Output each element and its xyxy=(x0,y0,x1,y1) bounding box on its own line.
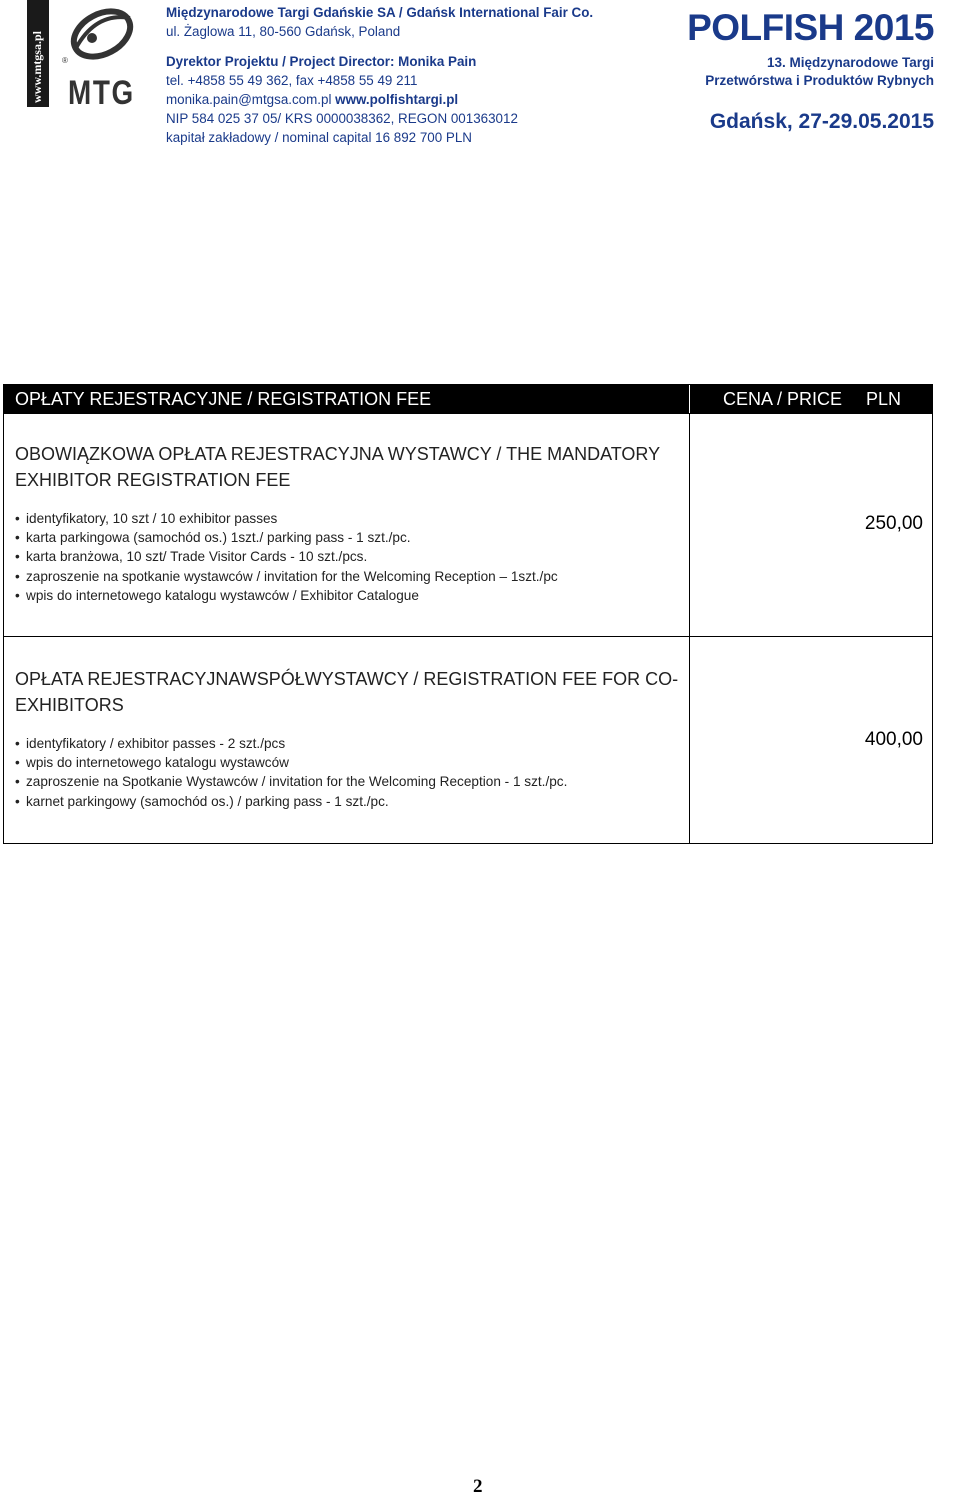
list-item: • karnet parkingowy (samochód os.) / parking pass - 1 szt./pc. xyxy=(15,792,679,811)
logo-vertical-band xyxy=(27,0,49,107)
fee-description xyxy=(4,637,689,843)
registration-fee-table xyxy=(3,384,933,844)
company-address: ul. Żaglowa 11, 80-560 Gdańsk, Poland xyxy=(166,24,401,39)
website-link[interactable]: www.polfishtargi.pl xyxy=(335,92,459,107)
nominal-capital: kapitał zakładowy / nominal capital 16 892 700 PLN xyxy=(166,130,472,145)
fee-title: OPŁATA REJESTRACYJNAWSPÓŁWYSTAWCY / REGISTRATION FEE FOR CO-EXHIBITORS xyxy=(15,669,679,715)
logo-text: MTG xyxy=(68,74,135,112)
list-item: • identyfikatory / exhibitor passes - 2 szt./pcs xyxy=(15,734,679,753)
list-item: • karta parkingowa (samochód os.) 1szt./ parking pass - 1 szt./pc. xyxy=(15,528,679,547)
project-director: Dyrektor Projektu / Project Director: Monika Pain xyxy=(166,54,477,69)
list-item: • identyfikatory, 10 szt / 10 exhibitor passes xyxy=(15,509,679,528)
company-name: Międzynarodowe Targi Gdańskie SA / Gdańsk International Fair Co. xyxy=(166,5,594,20)
list-item: • zaproszenie na Spotkanie Wystawców / invitation for the Welcoming Reception - 1 szt./pc. xyxy=(15,772,679,791)
event-subtitle-1: 13. Międzynarodowe Targi xyxy=(766,55,934,70)
table-header-currency: PLN xyxy=(866,389,902,409)
logo-website-text: www.mtgsa.pl xyxy=(30,30,44,103)
fee-price: 250,00 xyxy=(689,414,932,636)
fee-items-list xyxy=(15,734,679,811)
phone-fax: tel. +4858 55 49 362, fax +4858 55 49 211 xyxy=(166,73,418,88)
fee-price: 400,00 xyxy=(689,637,932,843)
registered-mark: ® xyxy=(62,56,68,65)
table-header-price-cell xyxy=(689,385,932,413)
list-item: • wpis do internetowego katalogu wystawców xyxy=(15,753,679,772)
contact-block xyxy=(166,3,686,147)
table-header-title: OPŁATY REJESTRACYJNE / REGISTRATION FEE xyxy=(15,389,432,409)
table-row xyxy=(4,413,932,636)
event-dates: Gdańsk, 27-29.05.2015 xyxy=(709,110,934,133)
list-item: • karta branżowa, 10 szt/ Trade Visitor Cards - 10 szt./pcs. xyxy=(15,547,679,566)
fee-items-list xyxy=(15,509,679,605)
email-website-line xyxy=(166,90,686,109)
page-number: 2 xyxy=(473,1476,483,1497)
table-row xyxy=(4,636,932,843)
list-item: • wpis do internetowego katalogu wystawców / Exhibitor Catalogue xyxy=(15,586,679,605)
table-header xyxy=(4,385,932,413)
event-block xyxy=(687,8,934,134)
event-title: POLFISH 2015 xyxy=(687,7,934,48)
mtg-logo-icon xyxy=(56,4,144,68)
fee-description xyxy=(4,414,689,636)
email-link[interactable]: monika.pain@mtgsa.com.pl xyxy=(166,92,332,107)
table-header-price: CENA / PRICE xyxy=(723,389,843,409)
registry-numbers: NIP 584 025 37 05/ KRS 0000038362, REGON 001363012 xyxy=(166,111,518,126)
event-subtitle-2: Przetwórstwa i Produktów Rybnych xyxy=(705,73,934,88)
list-item: • zaproszenie na spotkanie wystawców / invitation for the Welcoming Reception – 1szt./pc xyxy=(15,567,679,586)
fee-title: OBOWIĄZKOWA OPŁATA REJESTRACYJNA WYSTAWCY / THE MANDATORY EXHIBITOR REGISTRATION FEE xyxy=(15,444,660,490)
